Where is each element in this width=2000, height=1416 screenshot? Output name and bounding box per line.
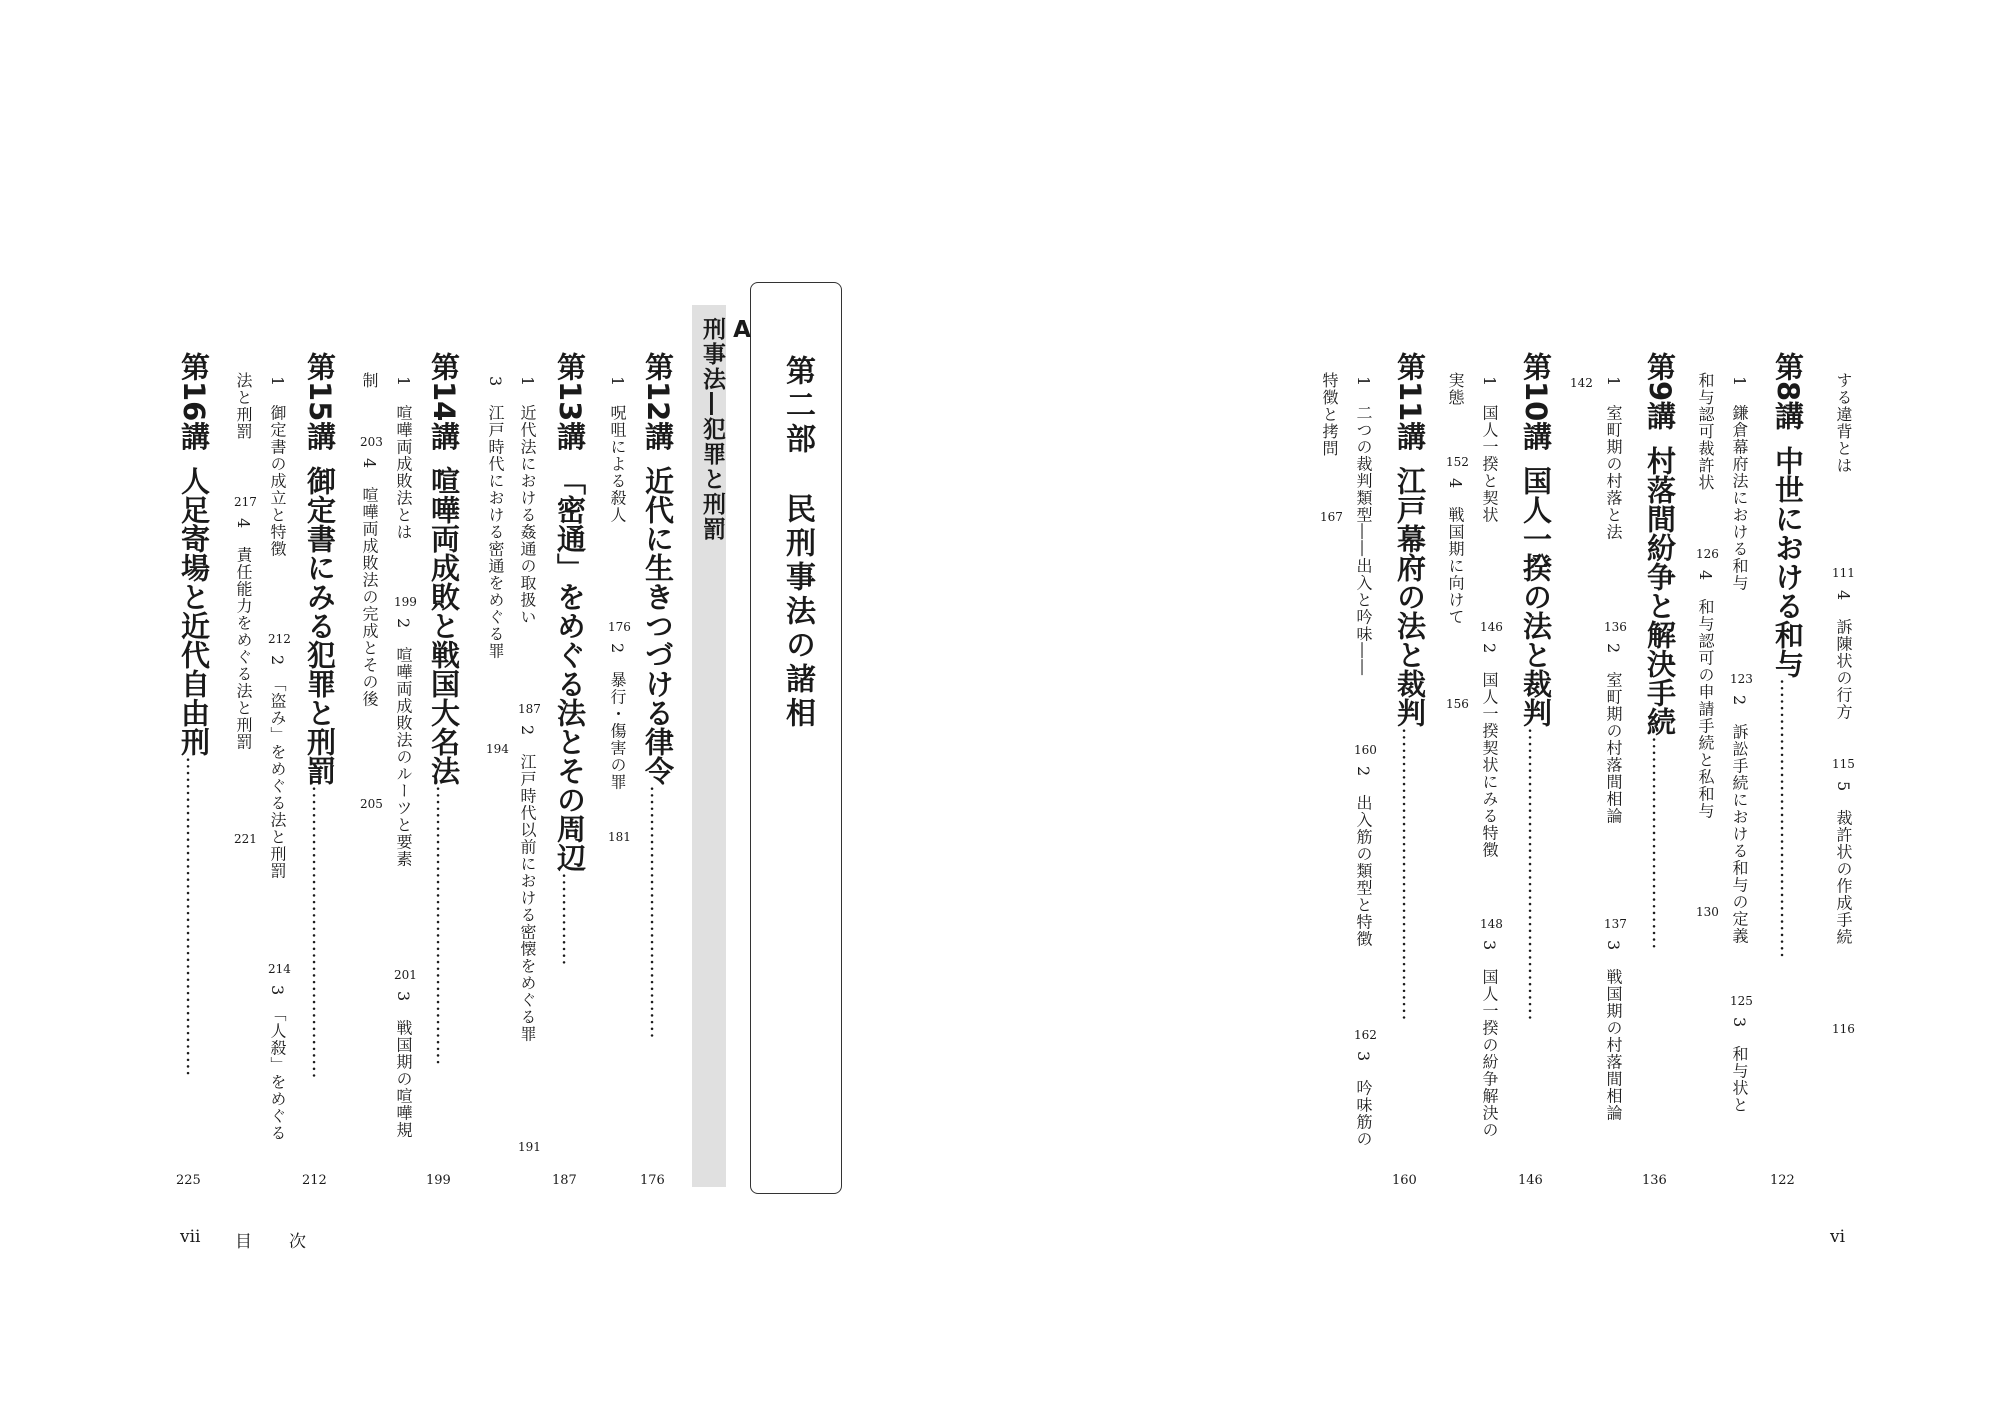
part-label: 第二部 <box>780 355 815 457</box>
page-number: 201 <box>394 968 417 982</box>
chapter-label: 第13講 <box>553 352 587 451</box>
chapter-page-number: 160 <box>1392 1173 1417 1188</box>
page-number: 214 <box>268 962 291 976</box>
toc-subsection-text: 法と刑罰 <box>234 372 253 440</box>
chapter-page-number: 136 <box>1642 1173 1667 1188</box>
page-number: 116 <box>1832 1022 1855 1036</box>
page-number: 181 <box>608 830 631 844</box>
toc-subsection-text: 2 喧嘩両成敗法のルーツと要素 <box>394 618 413 868</box>
page-number: 194 <box>486 742 509 756</box>
chapter-page-number: 187 <box>552 1173 577 1188</box>
page-number: 142 <box>1570 376 1593 390</box>
chapter-title: 村落間紛争と解決手続 <box>1643 446 1677 737</box>
chapter-page-number: 122 <box>1770 1173 1795 1188</box>
chapter-page-number: 146 <box>1518 1173 1543 1188</box>
section-title: 刑事法―犯罪と刑罰 <box>699 317 725 542</box>
toc-subsection-text: 1 喧嘩両成敗法とは <box>394 376 413 541</box>
page-number: 221 <box>234 832 257 846</box>
toc-subsection-text: 実態 <box>1446 372 1465 406</box>
toc-subsection-text: 2 暴行・傷害の罪 <box>608 643 627 791</box>
page-number: 187 <box>518 702 541 716</box>
page-folio: vi <box>1830 1227 1846 1247</box>
chapter-label: 第12講 <box>641 352 675 451</box>
toc-subsection-text: 1 御定書の成立と特徴 <box>268 376 287 558</box>
toc-subsection-text: 2 江戸時代以前における密懐をめぐる罪 <box>518 725 537 1043</box>
leader-dots: ‥‥‥‥‥‥‥ <box>558 872 582 966</box>
chapter-title: 人足寄場と近代自由刑 <box>177 466 211 757</box>
page-number: 146 <box>1480 620 1503 634</box>
toc-subsection-text: 3 戦国期の村落間相論 <box>1604 940 1623 1122</box>
toc-subsection-text: 2 「盗み」をめぐる法と刑罰 <box>268 655 287 880</box>
page-number: 152 <box>1446 455 1469 469</box>
page-number: 205 <box>360 797 383 811</box>
page-number: 111 <box>1832 566 1855 580</box>
toc-subsection-text: 2 訴訟手続における和与の定義 <box>1730 695 1749 945</box>
toc-subsection-text: 2 出入筋の類型と特徴 <box>1354 766 1373 948</box>
chapter-page-number: 212 <box>302 1173 327 1188</box>
chapter-label: 第8講 <box>1771 352 1805 431</box>
toc-subsection-text: 3 戦国期の喧嘩規 <box>394 991 413 1139</box>
page-number: 191 <box>518 1140 541 1154</box>
page-number: 137 <box>1604 917 1627 931</box>
toc-subsection-text: 和与認可裁許状 <box>1696 372 1715 491</box>
leader-dots: ‥‥‥‥‥‥‥‥‥‥‥‥‥‥‥‥‥‥‥ <box>646 785 670 1039</box>
chapter-label: 第15講 <box>303 352 337 451</box>
toc-subsection-text: 1 呪咀による殺人 <box>608 376 627 524</box>
toc-subsection-text: 3 国人一揆の紛争解決の <box>1480 940 1499 1139</box>
page-number: 136 <box>1604 620 1627 634</box>
toc-subsection-text: 1 近代法における姦通の取扱い <box>518 376 537 626</box>
chapter-title: 国人一揆の法と裁判 <box>1519 466 1553 728</box>
page-number: 123 <box>1730 672 1753 686</box>
page-number: 203 <box>360 435 383 449</box>
section-heading-bar <box>692 305 755 1187</box>
leader-dots: ‥‥‥‥‥‥‥‥‥‥‥‥‥‥‥‥‥‥‥‥‥‥‥‥ <box>182 756 206 1077</box>
toc-subsection-text: 特徴と拷問 <box>1320 372 1339 457</box>
leader-dots: ‥‥‥‥‥‥‥‥‥‥‥‥‥‥‥‥‥‥‥‥‥‥ <box>1398 727 1422 1021</box>
page-number: 148 <box>1480 917 1503 931</box>
chapter-title: 喧嘩両成敗と戦国大名法 <box>427 466 461 786</box>
part-heading-box <box>750 282 842 1194</box>
page-number: 156 <box>1446 697 1469 711</box>
page-number: 217 <box>234 495 257 509</box>
chapter-page-number: 225 <box>176 1173 201 1188</box>
chapter-label: 第16講 <box>177 352 211 451</box>
toc-subsection-text: 制 <box>360 372 379 389</box>
page-number: 167 <box>1320 510 1343 524</box>
chapter-label: 第11講 <box>1393 352 1427 451</box>
chapter-title: 江戸幕府の法と裁判 <box>1393 466 1427 728</box>
running-head: 目 次 <box>235 1232 316 1252</box>
toc-subsection-text: 2 国人一揆契状にみる特徴 <box>1480 643 1499 859</box>
toc-subsection-text: 3 江戸時代における密通をめぐる罪 <box>486 376 505 660</box>
page-number: 115 <box>1832 757 1855 771</box>
chapter-page-number: 176 <box>640 1173 665 1188</box>
toc-item-text: 5 裁許状の作成手続 <box>1834 781 1853 946</box>
toc-item-text: する違背とは <box>1834 372 1853 474</box>
chapter-label: 第9講 <box>1643 352 1677 431</box>
page-number: 212 <box>268 632 291 646</box>
toc-subsection-text: 3 「人殺」をめぐる <box>268 985 287 1142</box>
chapter-title: 「密通」をめぐる法とその周辺 <box>553 466 587 873</box>
page-number: 126 <box>1696 547 1719 561</box>
toc-subsection-text: 1 室町期の村落と法 <box>1604 376 1623 541</box>
toc-subsection-text: 4 戦国期に向けて <box>1446 478 1465 626</box>
toc-subsection-text: 1 国人一揆と契状 <box>1480 376 1499 524</box>
page-number: 176 <box>608 620 631 634</box>
chapter-title: 御定書にみる犯罪と刑罰 <box>303 466 337 786</box>
toc-subsection-text: 3 吟味筋の <box>1354 1051 1373 1148</box>
leader-dots: ‥‥‥‥‥‥‥‥‥‥‥‥‥‥‥‥‥‥‥‥‥‥ <box>1524 727 1548 1021</box>
part-title: 民刑事法の諸相 <box>780 493 815 731</box>
toc-subsection-text: 2 室町期の村落間相論 <box>1604 643 1623 825</box>
leader-dots: ‥‥‥‥‥‥‥‥‥‥‥‥‥‥‥‥‥‥‥‥‥ <box>432 785 456 1066</box>
toc-subsection-text: 3 和与状と <box>1730 1017 1749 1114</box>
chapter-title: 近代に生きつづける律令 <box>641 466 675 786</box>
page-number: 125 <box>1730 994 1753 1008</box>
toc-subsection-text: 4 和与認可の申請手続と私和与 <box>1696 570 1715 820</box>
toc-subsection-text: 1 二つの裁判類型――出入と吟味―― <box>1354 376 1373 677</box>
section-letter: A <box>729 317 755 345</box>
page-folio: vii <box>180 1227 201 1247</box>
chapter-label: 第10講 <box>1519 352 1553 451</box>
chapter-page-number: 199 <box>426 1173 451 1188</box>
toc-subsection-text: 1 鎌倉幕府法における和与 <box>1730 376 1749 592</box>
chapter-title: 中世における和与 <box>1771 446 1805 679</box>
toc-subsection-text: 4 責任能力をめぐる法と刑罰 <box>234 518 253 751</box>
chapter-label: 第14講 <box>427 352 461 451</box>
toc-subsection-text: 4 喧嘩両成敗法の完成とその後 <box>360 458 379 708</box>
page-number: 130 <box>1696 905 1719 919</box>
toc-item-text: 4 訴陳状の行方 <box>1834 590 1853 721</box>
page-number: 162 <box>1354 1028 1377 1042</box>
page-number: 160 <box>1354 743 1377 757</box>
leader-dots: ‥‥‥‥‥‥‥‥‥‥‥‥‥‥‥‥‥‥‥‥‥‥ <box>308 785 332 1079</box>
leader-dots: ‥‥‥‥‥‥‥‥‥‥‥‥‥‥‥‥‥‥‥‥‥ <box>1776 678 1800 959</box>
leader-dots: ‥‥‥‥‥‥‥‥‥‥‥‥‥‥‥‥ <box>1648 736 1672 950</box>
page-number: 199 <box>394 595 417 609</box>
